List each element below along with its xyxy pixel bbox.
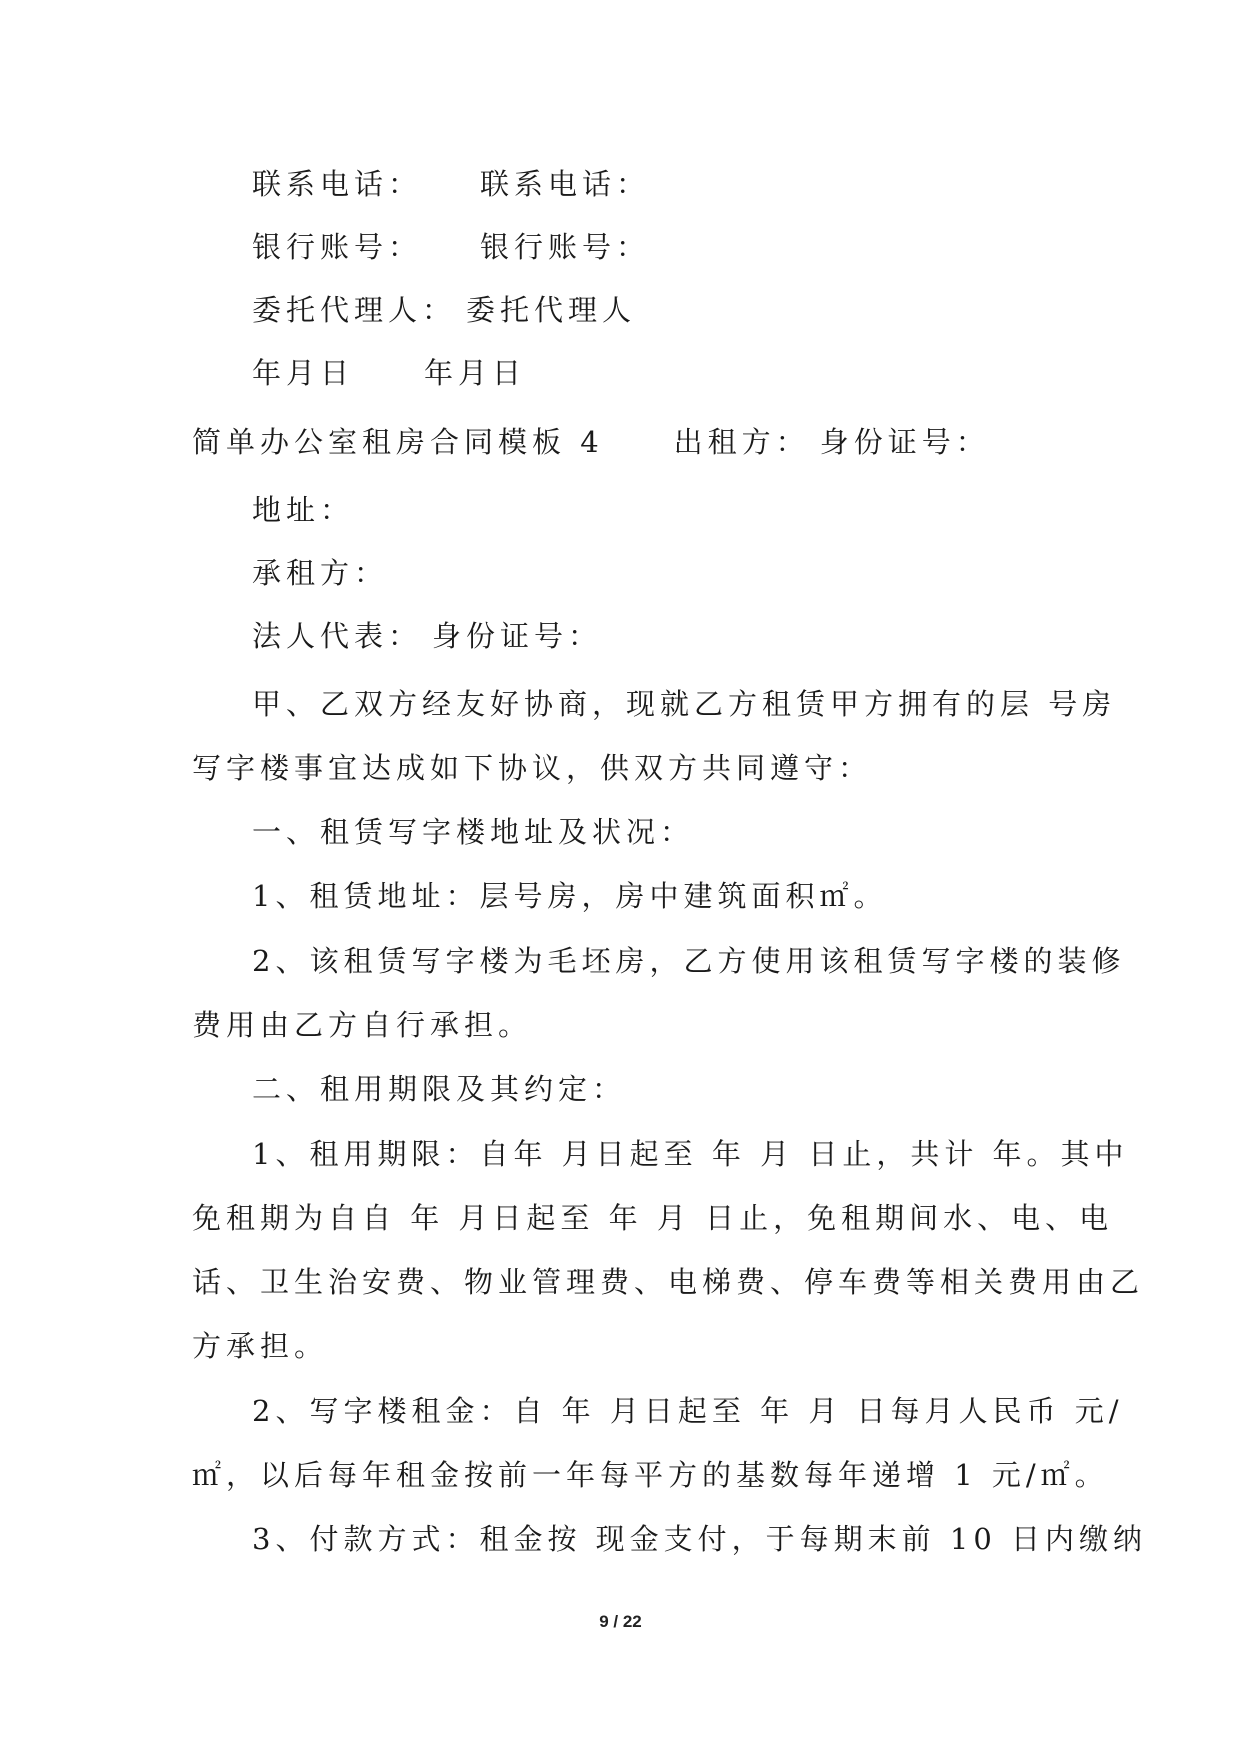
legal-rep-label: 法人代表：: [252, 619, 423, 653]
date-label-left: 年月日: [252, 356, 355, 390]
signature-bank-row: [252, 227, 650, 267]
contract-title: 简单办公室租房合同模板 4: [192, 425, 604, 459]
section-1-item-1: 1、租赁地址：层号房，房中建筑面积㎡。: [252, 879, 888, 913]
agent-label-right: 委托代理人: [466, 293, 637, 327]
page-number: 9 / 22: [599, 1612, 642, 1631]
lessor-id-label: 身份证号：: [819, 425, 990, 459]
intro-paragraph-line-1: 甲、乙双方经友好协商，现就乙方租赁甲方拥有的层 号房: [252, 687, 1117, 721]
section-1-title: 一、租赁写字楼地址及状况：: [252, 815, 695, 849]
legal-rep-id-label: 身份证号：: [432, 619, 603, 653]
section-2-title: 二、租用期限及其约定：: [252, 1072, 627, 1106]
section-2-item-1-line-1: 1、租用期限：自年 月日起至 年 月 日止，共计 年。其中: [252, 1137, 1129, 1171]
agent-label-left: 委托代理人：: [252, 293, 457, 327]
section-2-item-1-line-2: 免租期为自自 年 月日起至 年 月 日止，免租期间水、电、电: [192, 1201, 1114, 1235]
bank-label-right: 银行账号：: [480, 230, 651, 264]
legal-rep-row: [252, 616, 602, 656]
signature-phone-row: [252, 164, 650, 204]
lessor-label: 出租方：: [673, 425, 810, 459]
section-2-item-1-line-3: 话、卫生治安费、物业管理费、电梯费、停车费等相关费用由乙: [192, 1265, 1145, 1299]
intro-paragraph-line-2: 写字楼事宜达成如下协议，供双方共同遵守：: [192, 751, 873, 785]
date-label-right: 年月日: [424, 356, 527, 390]
section-1-item-2-line-2: 费用由乙方自行承担。: [192, 1008, 533, 1042]
signature-agent-row: [252, 290, 636, 330]
phone-label-left: 联系电话：: [252, 167, 423, 201]
phone-label-right: 联系电话：: [480, 167, 651, 201]
address-line: 地址：: [252, 493, 355, 527]
section-2-item-1-line-4: 方承担。: [192, 1329, 329, 1363]
signature-date-row: [252, 353, 526, 393]
contract-heading-row: [192, 422, 990, 462]
bank-label-left: 银行账号：: [252, 230, 423, 264]
section-2-item-3-line-1: 3、付款方式：租金按 现金支付，于每期末前 10 日内缴纳: [252, 1522, 1148, 1556]
section-2-item-2-line-2: ㎡，以后每年租金按前一年每平方的基数每年递增 1 元/㎡。: [192, 1458, 1109, 1492]
section-1-item-2-line-1: 2、该租赁写字楼为毛坯房，乙方使用该租赁写字楼的装修: [252, 944, 1126, 978]
lessee-line: 承租方：: [252, 556, 389, 590]
section-2-item-2-line-1: 2、写字楼租金：自 年 月日起至 年 月 日每月人民币 元/: [252, 1394, 1124, 1428]
